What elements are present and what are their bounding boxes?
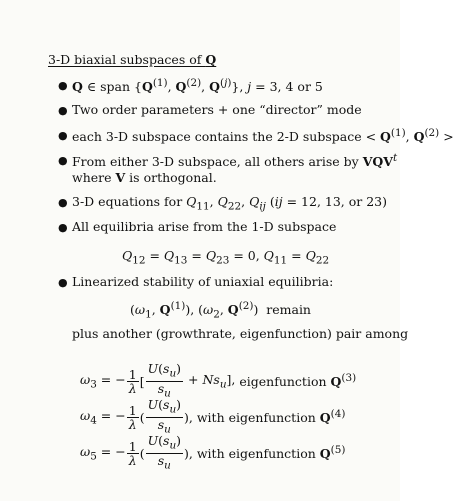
bullet-icon: ● (58, 154, 68, 167)
bullet-icon: ● (58, 129, 68, 142)
bullet-order-params: Two order parameters + one “director” mode (72, 102, 362, 117)
bullet-vqv: From either 3-D subspace, all others arise by VQV$^t$ (72, 152, 398, 170)
bullet-icon: ● (58, 196, 68, 209)
bullet-orthogonal: where V is orthogonal. (72, 170, 217, 185)
bullet-icon: ● (58, 79, 68, 92)
bullet-equilibria: All equilibria arise from the 1-D subspace (72, 219, 337, 234)
bullet-icon: ● (58, 276, 68, 289)
bullet-icon: ● (58, 221, 68, 234)
bullet-subspace: each 3-D subspace contains the 2-D subspace < $Q^{(1)}$, $Q^{(2)}$ > (72, 127, 454, 145)
equilibria-equation: $Q_{12} = Q_{13} = Q_{23} = 0$, $Q_{11} = Q_{22}$ (122, 248, 330, 267)
bullet-icon: ● (58, 104, 68, 117)
bullet-3d-equations: 3-D equations for $Q_{11}$, $Q_{22}$, $Q_{ij}$ (ij = 12, 13, or 23) (72, 194, 388, 213)
slide-title: 3-D biaxial subspaces of Q (48, 52, 217, 67)
omega3-equation: $\omega_3$ = − $\frac{1}{\lambda}$ [ $\frac{U(s_u)}{s_u}$ + $Ns_u$], eigenfunction $Q^{(3)}$ (80, 361, 357, 399)
another-pair-text: plus another (growthrate, eigenfunction) pair among (72, 326, 409, 341)
stability-pairs: ($\omega_1$, $Q^{(1)}$), ($\omega_2$, $Q^{(2)}$) remain (130, 300, 311, 321)
omega4-eigenfunction: with eigenfunction $Q^{(4)}$ (196, 408, 346, 426)
omega4-equation: $\omega_4$ = − $\frac{1}{\lambda}$ ( $\frac{U(s_u)}{s_u}$ ), with eigenfunction $Q^{(4)}$ (80, 397, 346, 435)
omega3-eigenfunction: eigenfunction $Q^{(3)}$ (239, 372, 357, 390)
bullet-span: Q ∈ span {$Q^{(1)}$, $Q^{(2)}$, $Q^{(j)}$}, j = 3, 4 or 5 (72, 77, 323, 95)
bullet-stability: Linearized stability of uniaxial equilibria: (72, 274, 334, 289)
omega5-equation: $\omega_5$ = − $\frac{1}{\lambda}$ ( $\frac{U(s_u)}{s_u}$ ), with eigenfunction $Q^{(5)}$ (80, 433, 346, 471)
omega5-eigenfunction: with eigenfunction $Q^{(5)}$ (196, 444, 346, 462)
